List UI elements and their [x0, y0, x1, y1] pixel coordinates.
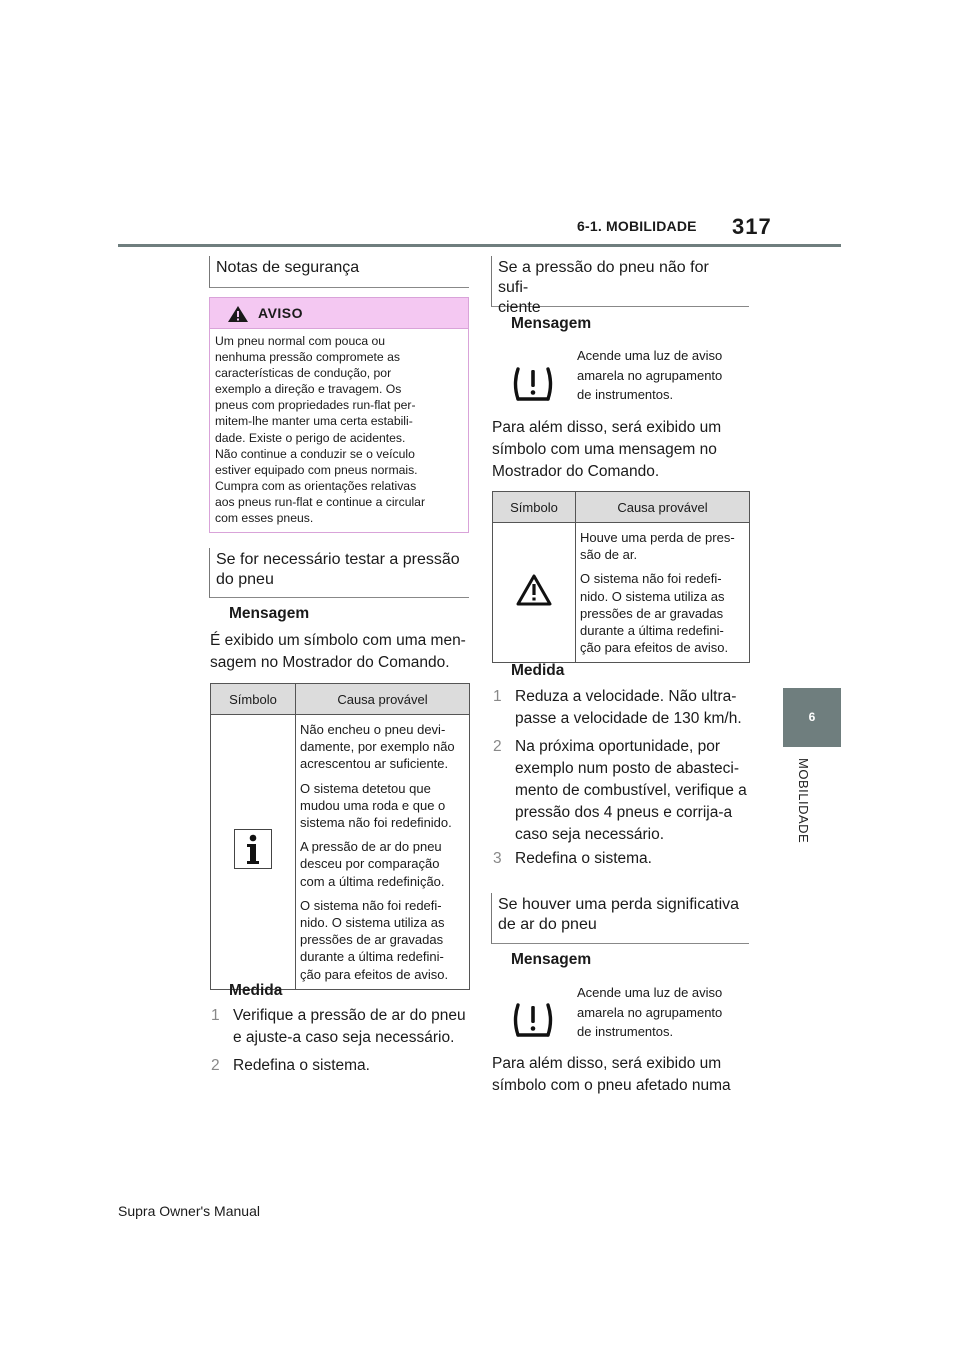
- paragraph: É exibido um símbolo com uma men- sagem no Mostrador do Comando.: [210, 632, 466, 671]
- page-number: 317: [732, 214, 772, 239]
- heading-line: ciente: [498, 299, 541, 316]
- warning-box: [209, 297, 469, 533]
- header-rule: [118, 244, 841, 247]
- paragraph: Para além disso, será exibido um símbolo com o pneu afetado numa: [492, 1055, 731, 1094]
- lamp-description: Acende uma luz de aviso amarela no agrupamento de instrumentos.: [577, 985, 723, 1039]
- warning-text: Um pneu normal com pouca ou nenhuma pressão compromete as características de condução, por exemplo a direção e travagem. Os pneus com propriedades run-flat per- mitem-lhe manter uma certa estabili- dade. Existe o perigo de acidentes. Não continue a conduzir se o veículo estiver equipado com pneus normais. Cumpra com as orientações relativas aos pneus run-flat e continue a circular com esses pneus.: [215, 334, 426, 526]
- subheading-measure: Medida: [229, 982, 283, 999]
- chapter-tab[interactable]: 6: [783, 688, 841, 747]
- section-title: 6-1. MOBILIDADE: [577, 218, 697, 234]
- heading-text: Notas de segurança: [216, 259, 360, 276]
- step-item: 2 Na próxima oportunidade, por exemplo num posto de abasteci- mento de combustível, verifique a pressão dos 4 pneus e corrija-a caso seja necessário.: [493, 738, 747, 843]
- heading-significant-loss: [491, 893, 749, 944]
- footer-text: Supra Owner's Manual: [118, 1203, 260, 1219]
- warning-triangle-icon: [516, 574, 552, 606]
- heading-line: Se a pressão do pneu não for sufi-: [498, 259, 709, 296]
- tire-pressure-warning-icon: [511, 364, 555, 404]
- warning-triangle-icon: [227, 305, 249, 323]
- subheading-message: Mensagem: [511, 315, 592, 332]
- subheading-message: Mensagem: [229, 605, 310, 622]
- paragraph: Para além disso, será exibido um símbolo com uma mensagem no Mostrador do Comando.: [492, 419, 722, 480]
- warning-header: [210, 298, 468, 329]
- heading-line: de ar do pneu: [498, 916, 597, 933]
- heading-insufficient-pressure: [491, 256, 749, 316]
- info-icon: [234, 829, 272, 869]
- lamp-description: Acende uma luz de aviso amarela no agrupamento de instrumentos.: [577, 348, 723, 402]
- heading-line: Se houver uma perda significativa: [498, 896, 740, 913]
- symbol-cell: [211, 715, 296, 990]
- step-item: 1 Reduza a velocidade. Não ultra- passe a velocidade de 130 km/h.: [493, 688, 742, 727]
- chapter-tab-label: MOBILIDADE: [796, 758, 811, 844]
- step-item: 3 Redefina o sistema.: [493, 850, 652, 867]
- heading-safety-notes: [209, 256, 469, 288]
- symbol-table: [210, 683, 470, 990]
- symbol-cell: [493, 523, 576, 663]
- table-header: Símbolo: [211, 684, 296, 715]
- step-item: 1 Verifique a pressão de ar do pneu e ajuste-a caso seja necessário.: [211, 1007, 466, 1046]
- cause-cell: Houve uma perda de pres- são de ar. O sistema não foi redefi- nido. O sistema utiliza as pressões de ar gravadas durante a última redefini- ção para efeitos de aviso.: [576, 523, 750, 663]
- heading-test-pressure: [209, 548, 469, 598]
- warning-title: AVISO: [258, 305, 304, 321]
- subheading-message: Mensagem: [511, 951, 592, 968]
- step-item: 2 Redefina o sistema.: [211, 1057, 370, 1074]
- table-header: Símbolo: [493, 492, 576, 523]
- heading-line: Se for necessário testar a pressão: [216, 551, 460, 568]
- table-header: Causa provável: [576, 492, 750, 523]
- tire-pressure-warning-icon: [511, 1000, 555, 1040]
- heading-line: do pneu: [216, 571, 274, 588]
- table-header: Causa provável: [296, 684, 470, 715]
- subheading-measure: Medida: [511, 662, 565, 679]
- cause-cell: Não encheu o pneu devi- damente, por exemplo não acrescentou ar suficiente. O sistema detetou que mudou uma roda e que o sistema não foi redefinido. A pressão de ar do pneu desceu por comparação com a última redefinição. O sistema não foi redefi- nido. O sistema utiliza as pressões de ar gravadas durante a última redefini- ção para efeitos de aviso.: [296, 715, 470, 990]
- symbol-table: [492, 491, 750, 663]
